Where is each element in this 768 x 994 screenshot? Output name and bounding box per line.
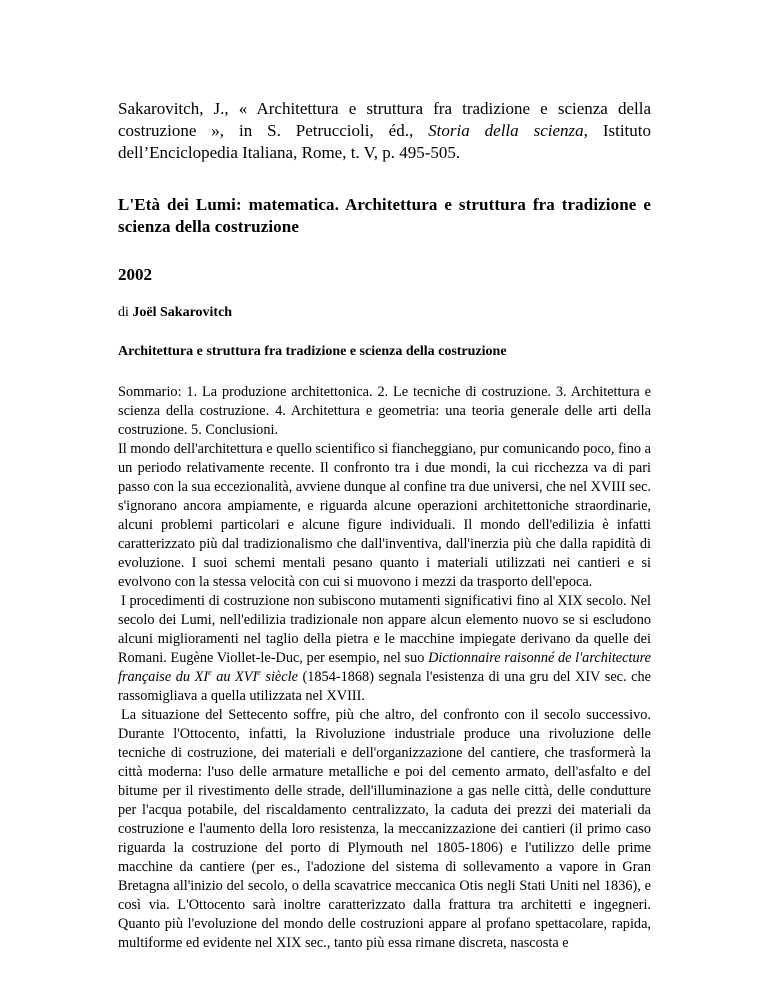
italic-text: Dictionnaire raisonné de l'architecture française du XI [118, 650, 651, 685]
summary-paragraph: Sommario: 1. La produzione architettonica. 2. Le tecniche di costruzione. 3. Architettura e scienza della costruzione. 4. Architettura e geometria: una teoria generale delle arti della costruzione. 5. Conclusioni. [118, 384, 651, 438]
italic-text: siècle [260, 669, 298, 685]
body-paragraph: Il mondo dell'architettura e quello scientifico si fiancheggiano, pur comunicando poco, fino a un periodo relativamente recente. Il confronto tra i due mondi, la cui ricchezza va di pari passo con la sua eccezionalità, avviene dunque al confine tra due universi, che nel XVIII sec. s'ignorano ancora ampiamente, e riguarda alcune operazioni architettoniche straordinarie, alcuni problemi particolari e alcune figure individuali. Il mondo dell'edilizia è infatti caratterizzato più dal tradizionalismo che dall'inventiva, dall'inerzia più che dalla rapidità di evoluzione. I suoi schemi mentali pesano quanto i materiali utilizzati nei cantieri e si evolvono con la stessa velocità con cui si muovono i mezzi da trasporto dell'epoca. [118, 441, 651, 590]
byline-prefix: di [118, 305, 133, 320]
article-title: L'Età dei Lumi: matematica. Architettura e struttura fra tradizione e scienza della costruzione [118, 195, 651, 236]
article-body [118, 440, 651, 953]
publication-year: 2002 [118, 265, 152, 284]
superscript: e [257, 668, 261, 677]
citation-text: Sakarovitch, J., « Architettura e struttura fra tradizione e scienza della costruzione », in S. Petruccioli, éd., [118, 99, 651, 140]
citation-publisher: , Istituto dell’Enciclopedia Italiana, Rome, t. V, p. 495-505. [118, 121, 652, 162]
body-paragraph: La situazione del Settecento soffre, più che altro, del confronto con il secolo successivo. Durante l'Ottocento, infatti, la Rivoluzione industriale produce una rivoluzione delle tecniche di costruzione, dei materiali e dell'organizzazione del cantiere, che trasformerà la città moderna: l'uso delle armature metalliche e poi del cemento armato, dell'asfalto e del bitume per il rivestimento delle strade, dell'illuminazione a gas nelle città, delle condutture per l'acqua potabile, del riscaldamento centralizzato, la caduta dei prezzi dei materiali da costruzione e l'aumento della loro resistenza, la meccanizzazione dei cantieri (il primo caso riguarda la costruzione del porto di Plymouth nel 1805-1806) e l'utilizzo delle prime macchine da cantiere (per es., l'adozione del sistema di sollevamento a vapore in Gran Bretagna all'inizio del secolo, o della scavatrice meccanica Otis negli Stati Uniti nel 1836), e così via. L'Ottocento sarà inoltre caratterizzato dalla frattura tra architetti e ingegneri. Quanto più l'evoluzione del mondo delle costruzioni appare al profano spettacolare, rapida, multiforme ed evidente nel XIX sec., tanto più essa rimane discreta, nascosta e [118, 707, 651, 951]
citation-work-title: Storia della scienza [428, 121, 584, 140]
author-name: Joël Sakarovitch [132, 305, 233, 320]
italic-text: au XVI [211, 669, 258, 685]
body-text: I procedimenti di costruzione non subiscono mutamenti significativi fino al XIX secolo. Nel secolo dei Lumi, nell'edilizia tradizionale non appare alcun elemento nuovo se si escludono alcuni miglioramenti nel taglio della pietra e le macchine impiegate derivano da quelle dei Romani. Eugène Viollet-le-Duc, per esempio, nel suo [118, 593, 651, 666]
article-subtitle: Architettura e struttura fra tradizione e scienza della costruzione [118, 344, 507, 359]
citation [118, 98, 651, 164]
superscript: e [208, 668, 212, 677]
byline [118, 305, 232, 321]
body-paragraph [118, 592, 651, 706]
body-text: (1854-1868) segnala l'esistenza di una gru del XIV sec. che rassomigliava a quella utilizzata nel XVIII. [118, 669, 651, 704]
